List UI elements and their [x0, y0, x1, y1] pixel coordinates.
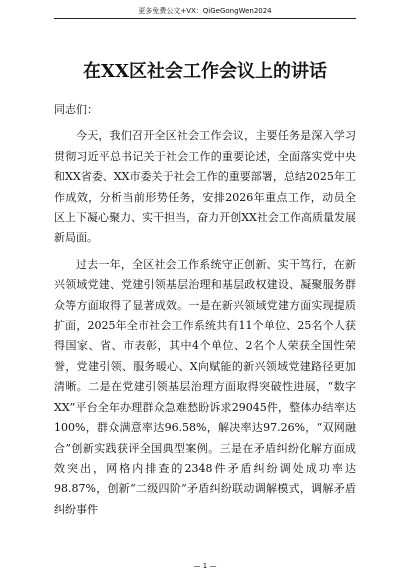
salutation: 同志们：	[54, 103, 98, 116]
document-title: 在XX区社会工作会议上的讲话	[83, 61, 327, 82]
header-divider	[54, 18, 356, 19]
document-body	[54, 100, 356, 520]
paragraph-2: 过去一年，全区社会工作系统守正创新、实干笃行，在新兴领域党建、党建引领基层治理和基层政权建设、凝聚服务群众等方面取得了显著成效。一是在新兴领域党建方面实现提质扩面，2025年全市社会工作系统共有11个单位、25名个人获得国家、省、市表彰，其中4个单位、2名个人荣获全国性荣誉，党建引领、服务暖心、X向赋能的新兴领域党建路径更加清晰。二是在党建引领基层治理方面取得突破性进展，“数字XX”平台全年办理群众急难愁盼诉求29045件，整体办结率达100%，群众满意率达96.58%，解决率达97.26%，“双网融合”创新实践获评全国典型案例。三是在矛盾纠纷化解方面成效突出，网格内排查的2348件矛盾纠纷调处成功率达98.87%，创新“二级四阶”矛盾纠纷联动调解模式，调解矛盾纠纷事件	[54, 257, 356, 516]
paragraph-1: 今天，我们召开全区社会工作会议，主要任务是深入学习贯彻习近平总书记关于社会工作的重要论述，全面落实党中央和XX省委、XX市委关于社会工作的重要部署，总结2025年工作成效，分析当前形势任务，安排2026年重点工作，动员全区上下凝心聚力、实干担当，奋力开创XX社会工作高质量发展新局面。	[54, 129, 356, 245]
header-note: 更多免费公文+VX：QiGeGongWen2024	[138, 7, 272, 15]
page-number: — 1 —	[193, 562, 217, 570]
